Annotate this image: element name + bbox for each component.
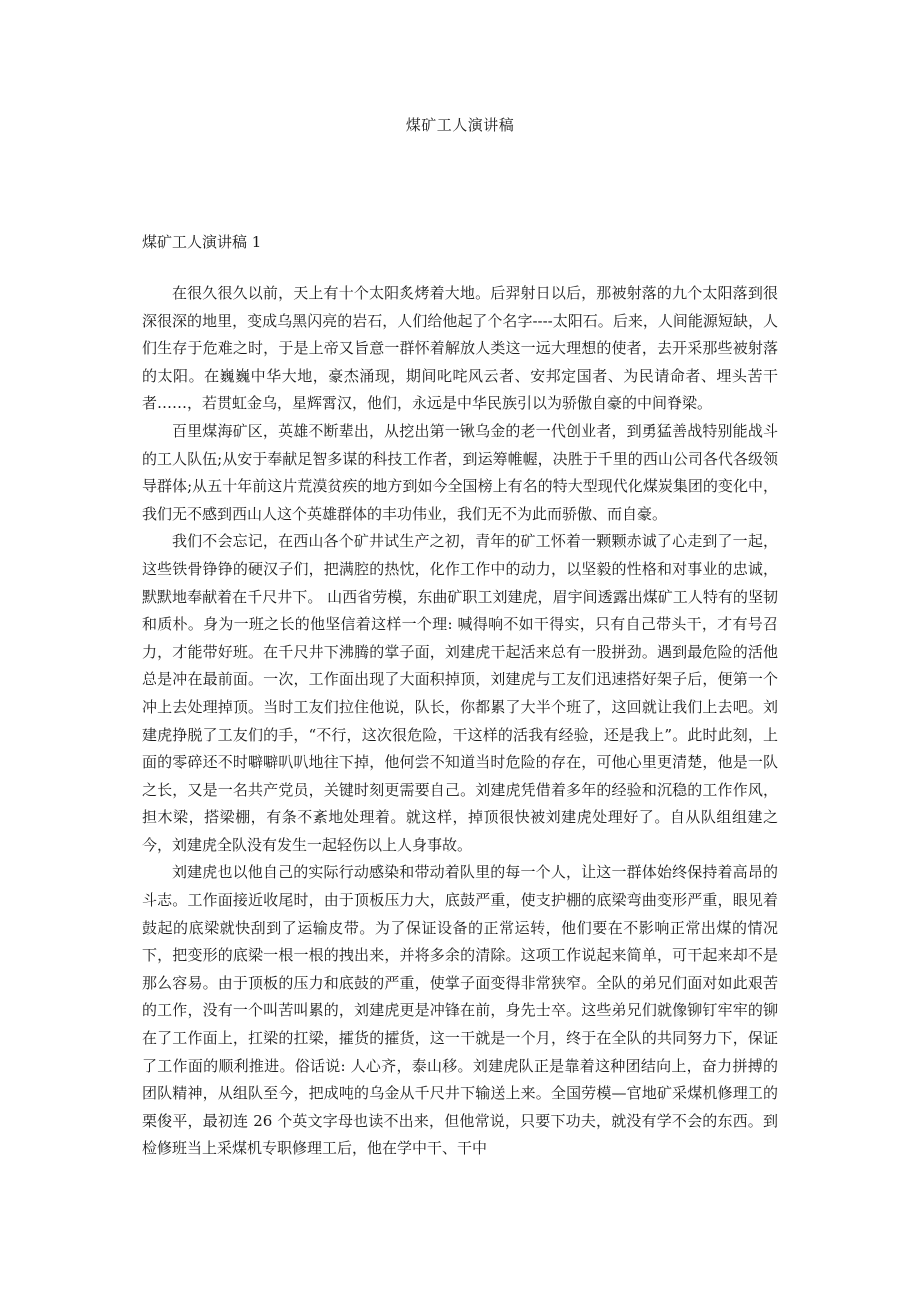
document-body: [142, 280, 778, 1163]
section-heading: 煤矿工人演讲稿 1: [142, 233, 262, 251]
paragraph-2: 百里煤海矿区，英雄不断辈出，从挖出第一锹乌金的老一代创业者，到勇猛善战特别能战斗的工人队伍;从安于奉献足智多谋的科技工作者，到运筹帷幄，决胜于千里的西山公司各代各级领导群体;从五十年前这片荒漠贫疾的地方到如今全国榜上有名的特大型现代化煤炭集团的变化中，我们无不感到西山人这个英雄群体的丰功伟业，我们无不为此而骄傲、而自豪。: [142, 421, 778, 523]
paragraph-4: 刘建虎也以他自己的实际行动感染和带动着队里的每一个人，让这一群体始终保持着高昂的斗志。工作面接近收尾时，由于顶板压力大，底鼓严重，使支护棚的底梁弯曲变形严重，眼见着鼓起的底梁就快刮到了运输皮带。为了保证设备的正常运转，他们要在不影响正常出煤的情况下，把变形的底梁一根一根的拽出来，并将多余的清除。这项工作说起来简单，可干起来却不是那么容易。由于顶板的压力和底鼓的严重，使掌子面变得非常狭窄。全队的弟兄们面对如此艰苦的工作，没有一个叫苦叫累的，刘建虎更是冲锋在前，身先士卒。这些弟兄们就像铆钉牢牢的铆在了工作面上，扛梁的扛梁，攉货的攉货，这一干就是一个月，终于在全队的共同努力下，保证了工作面的顺利推进。俗话说: 人心齐，泰山移。刘建虎队正是靠着这种团结向上，奋力拼搏的团队精神，从组队至今，把成吨的乌金从千尺井下输送上来。全国劳模—官地矿采煤机修理工的栗俊平，最初连 26 个英文字母也读不出来，但他常说，只要下功夫，就没有学不会的东西。到检修班当上采煤机专职修理工后，他在学中干、干中: [142, 863, 778, 1158]
paragraph-3: 我们不会忘记，在西山各个矿井试生产之初，青年的矿工怀着一颗颗赤诚了心走到了一起，这些铁骨铮铮的硬汉子们，把满腔的热忱，化作工作中的动力，以坚毅的性格和对事业的忠诚，默默地奉献着在千尺井下。 山西省劳模，东曲矿职工刘建虎，眉宇间透露出煤矿工人特有的坚韧和质朴。身为一班之长的他坚信着这样一个理: 喊得响不如干得实，只有自己带头干，才有号召力，才能带好班。在千尺井下沸腾的掌子面，刘建虎干起活来总有一股拼劲。遇到最危险的活他总是冲在最前面。一次，工作面出现了大面积掉顶，刘建虎与工友们迅速搭好架子后，便第一个冲上去处理掉顶。当时工友们拉住他说，队长，你都累了大半个班了，这回就让我们上去吧。刘建虎挣脱了工友们的手，“不行，这次很危险，干这样的活我有经验，还是我上”。此时此刻，上面的零碎还不时噼噼叭叭地往下掉，他何尝不知道当时危险的存在，可他心里更清楚，他是一队之长，又是一名共产党员，关键时刻更需要自己。刘建虎凭借着多年的经验和沉稳的工作作风，担木梁，搭梁棚，有条不紊地处理着。就这样，掉顶很快被刘建虎处理好了。自从队组组建之今，刘建虎全队没有发生一起轻伤以上人身事故。: [142, 532, 778, 854]
document-title: 煤矿工人演讲稿: [405, 116, 515, 134]
paragraph-1: 在很久很久以前，天上有十个太阳炙烤着大地。后羿射日以后，那被射落的九个太阳落到很深很深的地里，变成乌黑闪亮的岩石，人们给他起了个名字----太阳石。后来，人间能源短缺，人们生存于危难之时，于是上帝又旨意一群怀着解放人类这一远大理想的使者，去开采那些被射落的太阳。在巍巍中华大地，豪杰涌现，期间叱咤风云者、安邦定国者、为民请命者、埋头苦干者……，若贯虹金乌，星辉霄汉，他们，永远是中华民族引以为骄傲自豪的中间脊梁。: [142, 284, 778, 413]
